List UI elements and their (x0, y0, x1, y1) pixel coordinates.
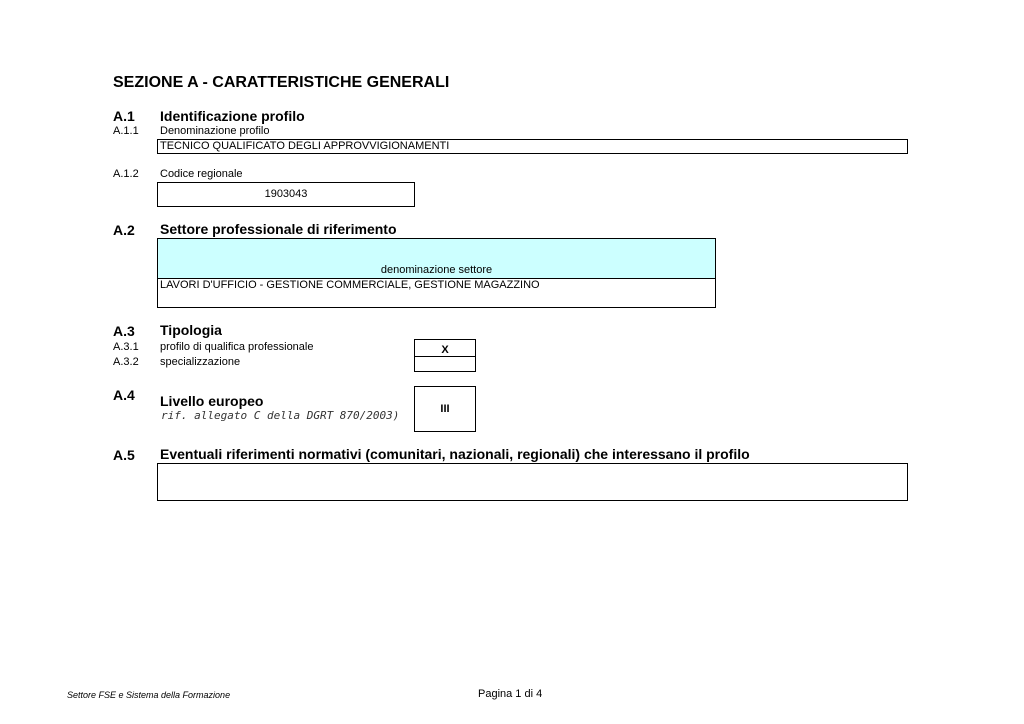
section-title: SEZIONE A - CARATTERISTICHE GENERALI (113, 74, 450, 91)
sector-value: LAVORI D'UFFICIO - GESTIONE COMMERCIALE, GESTIONE MAGAZZINO (160, 279, 540, 291)
a1-number: A.1 (113, 108, 135, 124)
profile-name-value: TECNICO QUALIFICATO DEGLI APPROVVIGIONAMENTI (160, 140, 450, 152)
a4-heading: Livello europeo (160, 393, 264, 409)
page-number: Pagina 1 di 4 (478, 688, 543, 700)
a31-number: A.3.1 (113, 341, 139, 353)
a31-label: profilo di qualifica professionale (160, 341, 314, 353)
qualifica-checkbox[interactable] (414, 339, 476, 357)
regional-code-value: 1903043 (264, 188, 308, 200)
a4-number: A.4 (113, 387, 135, 403)
normative-references-field[interactable] (157, 463, 908, 501)
a5-number: A.5 (113, 447, 135, 463)
a11-number: A.1.1 (113, 125, 139, 137)
sector-header-label: denominazione settore (380, 264, 493, 276)
specializzazione-checkbox[interactable] (414, 356, 476, 372)
a32-number: A.3.2 (113, 356, 139, 368)
regional-code-field[interactable] (157, 182, 415, 207)
a4-note: rif. allegato C della DGRT 870/2003) (161, 409, 400, 422)
a5-heading: Eventuali riferimenti normativi (comunitari, nazionali, regionali) che interessano il profilo (160, 446, 750, 462)
footer-department: Settore FSE e Sistema della Formazione (67, 690, 231, 700)
a2-number: A.2 (113, 222, 135, 238)
european-level-field[interactable] (414, 386, 476, 432)
a32-label: specializzazione (160, 356, 241, 368)
qualifica-mark: X (441, 344, 449, 356)
european-level-value: III (440, 403, 450, 415)
profile-name-field[interactable] (157, 139, 908, 154)
a12-number: A.1.2 (113, 168, 139, 180)
sector-value-field[interactable] (157, 278, 716, 308)
sector-header-cell (157, 238, 716, 279)
a11-label: Denominazione profilo (160, 125, 270, 137)
a3-heading: Tipologia (160, 322, 222, 338)
a2-heading: Settore professionale di riferimento (160, 221, 397, 237)
a12-label: Codice regionale (160, 168, 243, 180)
a1-heading: Identificazione profilo (160, 108, 305, 124)
a3-number: A.3 (113, 323, 135, 339)
